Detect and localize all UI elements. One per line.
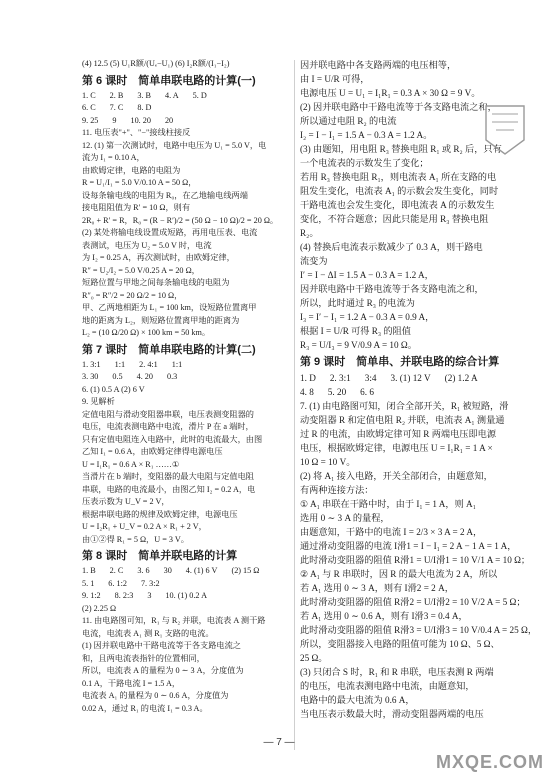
answer-item: 0.3 <box>166 372 178 381</box>
answer-item: 6. 6 <box>360 387 374 397</box>
answer-item: 3 <box>147 591 152 600</box>
text-line: 此时滑动变阻器的阻值 R滑3 = U/I滑3 = 10 V/0.4 A = 25 Ω， <box>300 625 538 635</box>
text-line: (2) 将 A₁ 接入电路，开关全部闭合，由题意知， <box>300 471 493 481</box>
answer-item: 2. C <box>109 566 124 575</box>
text-line: (4) 替换后电流表示数减少了 0.3 A，则干路电 <box>300 242 483 252</box>
text-line: 根据 I = U/R 可得 R₃ 的阻值 <box>300 326 411 336</box>
text-line: (3) 由题知，用电阻 R₃ 替换电阻 R₁ 或 R₂ 后，只有 <box>300 144 502 154</box>
answer-row <box>82 115 288 128</box>
text-line: 9. 见解析 <box>82 397 115 406</box>
answer-item: 2. B <box>109 90 124 100</box>
answer-row <box>82 384 288 397</box>
text-line: L₂ = (10 Ω/20 Ω) × 100 km = 50 km。 <box>82 328 211 337</box>
answer-row <box>82 90 288 103</box>
answer-item: 1. D <box>300 373 316 383</box>
answer-item: 1. C <box>82 90 96 100</box>
text-line: 所以，电流表 A 的量程为 0 ∼ 3 A，分度值为 <box>82 666 244 675</box>
text-line: 甲、乙两地相距为 L₁ = 100 km，设短路位置离甲 <box>82 303 257 312</box>
answer-item: 7. 3:2 <box>140 578 160 588</box>
text-line: R₃ = U/I₃ = 9 V/0.9 A = 10 Ω。 <box>300 340 417 350</box>
text-line: ① A₁ 串联在干路中时，由于 I₁ = 1 A，则 A₁ <box>300 499 476 509</box>
text-line: 10 Ω = 10 V。 <box>300 457 356 467</box>
sec9-solution <box>300 399 538 721</box>
text-line: (4) 12.5 (5) U₁R额/(Uₑ−U₁) (6) I₂R额/(I₁−I₂) <box>82 59 230 68</box>
text-line: 短路位置与甲地之间每条输电线的电阻为 <box>82 278 230 287</box>
left-column <box>82 58 288 715</box>
column-divider <box>294 60 295 750</box>
text-line: 若 A₁ 选用 0 ∼ 3 A，则有 I滑2 = 2 A， <box>300 583 454 593</box>
text-line: 串联，电路的电流最小，由图乙知 I₂ = 0.2 A，电 <box>82 484 256 494</box>
sec6-solution <box>82 127 288 340</box>
text-line: 电压，电流表测电路中电流，滑片 P 在 a 端时， <box>82 422 254 431</box>
text-line: 有两种连接方法： <box>300 485 374 495</box>
answer-item: 1:1 <box>171 359 183 369</box>
answer-row <box>300 385 510 399</box>
answer-item: 7. C <box>109 103 124 112</box>
answer-row <box>82 102 288 115</box>
section-number: 第 9 课时 <box>300 356 346 368</box>
answer-row <box>82 590 288 603</box>
answer-item: 3:4 <box>364 373 377 383</box>
sec6-answer-rows <box>82 90 288 128</box>
answer-item: 4. (1) 6 V <box>185 566 218 575</box>
answer-item: 5. 1 <box>82 578 95 588</box>
text-line: U = I₁R₁ = 0.6 A × R₁ ……① <box>82 459 180 469</box>
text-line: (2) 因并联电路中干路电流等于各支路电流之和， <box>300 102 497 112</box>
text-line: 的电压，电流表测电路中电流，由题意知， <box>300 681 475 691</box>
sec7-solution <box>82 396 288 546</box>
answer-item: 1. 3:1 <box>82 359 101 369</box>
text-line: 乙知 I₁ = 0.6 A，由欧姆定律得电源电压 <box>82 447 223 456</box>
section-title: 简单串、并联电路的综合计算 <box>356 356 500 368</box>
answer-item: 3. B <box>137 90 151 100</box>
text-line: (1) 因并联电路中干路电流等于各支路电流之 <box>82 641 241 650</box>
answer-item: 4. 20 <box>136 372 153 381</box>
text-line: 压表示数为 U_V = 2 V， <box>82 497 170 506</box>
text-line: 通过滑动变阻器的电流 I滑1 = I − I₁ = 2 A − 1 A = 1 A， <box>300 541 517 551</box>
text-line: 和，且两电流表指针的位置相同， <box>82 653 205 663</box>
answer-item: (2) 2.25 Ω <box>82 603 117 613</box>
answer-row <box>82 578 288 591</box>
text-line: 变化，不符合题意；因此只能是用 R₃ 替换电阻 <box>300 214 489 224</box>
text-line: 当电压表示数最大时，滑动变阻器两端的电压 <box>300 709 484 719</box>
text-line: 干路电流也会发生变化，即电流表 A 的示数发生 <box>300 200 495 210</box>
text-line: 12. (1) 第一次测试时，电路中电压为 U₁ = 5.0 V，电 <box>82 140 267 150</box>
answer-item: 4. 8 <box>300 387 314 397</box>
answer-item: 8. D <box>137 103 152 112</box>
text-line: 因并联电路中各支路两端的电压相等， <box>300 60 457 70</box>
section-title: 简单串联电路的计算(二) <box>138 343 256 356</box>
text-line: 由欧姆定律，电路的电阻为 <box>82 165 181 175</box>
answer-row <box>82 359 288 372</box>
section-heading-8 <box>82 548 288 564</box>
answer-item: 6. C <box>82 103 96 112</box>
text-line: 所以通过电阻 R₂ 的电流 <box>300 116 397 126</box>
text-line: 因并联电路中干路电流等于各支路电流之和， <box>300 284 484 294</box>
answer-item: 20 <box>164 115 174 125</box>
watermark: MXQE.COM <box>436 752 545 772</box>
text-line: (2) 某处将输电线设置成短路，再用电压表、电流 <box>82 228 258 237</box>
answer-item: 5. D <box>192 90 207 100</box>
stamp-icon <box>478 100 532 160</box>
answer-item: 9. 1:2 <box>82 591 101 600</box>
text-line: 此时滑动变阻器的阻值 R滑2 = U/I滑2 = 10 V/2 A = 5 Ω； <box>300 597 526 607</box>
answer-item: 3. 6 <box>137 566 150 575</box>
sec8-answer-rows <box>82 565 288 615</box>
section-number: 第 7 课时 <box>82 343 128 356</box>
text-line: 由 I = U/R 可得， <box>300 74 370 84</box>
text-line: R″ = U₂/I₂ = 5.0 V/0.25 A = 20 Ω， <box>82 265 200 275</box>
answer-item: 4. A <box>164 90 179 100</box>
text-line: 电压，根据欧姆定律，电源电压 U = I₁R₁ = 1 A × <box>300 443 493 453</box>
answer-item: 0.5 <box>112 372 123 381</box>
answer-item: 10. 20 <box>130 115 151 125</box>
section-heading-7 <box>82 342 288 358</box>
answer-item: 5. 20 <box>327 387 347 397</box>
answer-item: 3. (1) 12 V <box>390 373 431 383</box>
answer-item: 3. 30 <box>82 372 99 381</box>
text-line: 动变阻器 R 和定值电阻 R₂ 并联，电流表 A₁ 测量通 <box>300 415 505 425</box>
left-top-lines <box>82 58 288 71</box>
text-line: 电路中的最大电流为 0.6 A， <box>300 695 415 705</box>
text-line: ② A₁ 与 R 串联时，因 R 的最大电流为 2 A，所以 <box>300 569 498 579</box>
text-line: 流变为 <box>300 256 328 266</box>
text-line: R₂。 <box>300 228 319 238</box>
text-line: 0.1 A，干路电流 I = 1.5 A， <box>82 678 181 688</box>
section-heading-9 <box>300 354 510 370</box>
text-line: 所以，变阻器接入电路的阻值可能为 10 Ω、5 Ω、 <box>300 639 500 649</box>
text-line: I₃ = I′ − I₁ = 1.2 A − 0.3 A = 0.9 A， <box>300 312 435 322</box>
answer-item: (2) 15 Ω <box>231 566 260 575</box>
text-line: 若用 R₃ 替换电阻 R₁，则电流表 A₁ 所在支路的电 <box>300 172 497 182</box>
text-line: 定值电阻与滑动变阻器串联，电压表测变阻器的 <box>82 409 254 419</box>
text-line: 所以，此时通过 R₃ 的电流为 <box>300 298 415 308</box>
text-line: 表测试，电压为 U₂ = 5.0 V 时，电流 <box>82 240 212 250</box>
text-line: 设每条输电线的电阻为 R₀，在乙地输电线两端 <box>82 190 248 200</box>
text-line: 只有定值电阻连入电路中，此时的电流最大，由图 <box>82 434 263 444</box>
section-title: 简单并联电路的计算 <box>138 550 238 562</box>
answer-row <box>82 565 288 578</box>
answer-item: 2. 3:1 <box>329 373 351 383</box>
text-line: 此时滑动变阻器的阻值 R滑1 = U/I滑1 = 10 V/1 A = 10 Ω； <box>300 555 531 565</box>
text-line: 电流，电流表 A₁ 测 R₁ 支路的电流。 <box>82 628 214 638</box>
text-line: 根据串联电路的规律及欧姆定律，电源电压 <box>82 509 238 519</box>
text-line: I₂ = I − I₁ = 1.5 A − 0.3 A = 1.2 A。 <box>300 130 433 140</box>
text-line: R″₀ = R″/2 = 20 Ω/2 = 10 Ω， <box>82 290 183 300</box>
text-line: 0.02 A，通过 R₁ 的电流 I₁ = 0.3 A。 <box>82 703 208 713</box>
text-line: 2R₀ + R′ = R，R₀ = (R − R′)/2 = (50 Ω − 10 Ω)/2 = 20 Ω。 <box>82 215 279 225</box>
answer-item: (2) 1.2 A <box>444 373 478 383</box>
text-line: 当滑片在 b 端时，变阻器的最大电阻与定值电阻 <box>82 472 254 481</box>
text-line: 地的距离为 L₂，则短路位置离甲地的距离为 <box>82 315 240 325</box>
text-line: 7. (1) 由电路图可知，闭合全部开关，R₁ 被短路，滑 <box>300 401 509 411</box>
text-line: 11. 电压表"+"、"−"接线柱接反 <box>82 128 191 137</box>
text-line: 11. 由电路图可知，R₁ 与 R₂ 并联，电流表 A 测干路 <box>82 616 266 625</box>
text-line: 阻发生变化，电流表 A₁ 的示数会发生变化，同时 <box>300 186 499 196</box>
text-line: 流为 I₁ = 0.10 A， <box>82 153 145 162</box>
text-line: 过 R 的电流，由欧姆定律可知 R 两端电压即电源 <box>300 429 497 439</box>
answer-item: 2. 4:1 <box>139 359 158 369</box>
section-title: 简单串联电路的计算(一) <box>138 74 256 87</box>
answer-item: 1:1 <box>114 359 126 369</box>
answer-item: 8. 2:3 <box>114 591 134 600</box>
text-line: 选用 0 ∼ 3 A 的量程， <box>300 513 390 523</box>
answer-item: 9 <box>112 115 117 125</box>
text-line: 接电阻阻值为 R′ = 10 Ω，则有 <box>82 203 191 212</box>
text-line: 电流表 A₁ 的量程为 0 ∼ 0.6 A，分度值为 <box>82 691 229 700</box>
sec8-solution <box>82 615 288 715</box>
text-line: 一个电流表的示数发生了变化； <box>300 158 429 168</box>
answer-item: 9. 25 <box>82 115 99 125</box>
answer-item: 10. (1) 0.2 A <box>165 591 208 600</box>
answer-item: 30 <box>163 566 172 575</box>
answer-item: 6. (1) 0.5 A (2) 6 V <box>82 384 145 394</box>
text-line: R = U₁/I₁ = 5.0 V/0.10 A = 50 Ω， <box>82 178 197 187</box>
answer-item: 1. B <box>82 566 96 575</box>
answer-row <box>82 371 288 384</box>
answer-row <box>82 603 288 616</box>
section-heading-6 <box>82 73 288 89</box>
page-number: — 7 — <box>263 737 295 748</box>
text-line: 由①②得 R₁ = 5 Ω，U = 3 V。 <box>82 534 189 544</box>
text-line: U = I₂R₁ + U_V = 0.2 A × R₁ + 2 V， <box>82 522 207 531</box>
text-line: I′ = I − ΔI = 1.5 A − 0.3 A = 1.2 A， <box>300 270 434 280</box>
text-line: (3) 只闭合 S 时，R₁ 和 R 串联，电压表测 R 两端 <box>300 667 494 677</box>
sec7-answer-rows <box>82 359 288 397</box>
text-line: 25 Ω。 <box>300 653 328 663</box>
section-number: 第 8 课时 <box>82 550 128 562</box>
answer-row <box>300 371 510 385</box>
answer-item: 6. 1:2 <box>108 578 127 588</box>
text-line: 由题意知，干路中的电流 I = 2/3 × 3 A = 2 A， <box>300 527 483 537</box>
text-line: 电源电压 U = U₁ = I₁R₁ = 0.3 A × 30 Ω = 9 V。 <box>300 88 481 98</box>
text-line: 为 I₂ = 0.25 A，再次测试时，由欧姆定律， <box>82 253 235 262</box>
text-line: 若 A₁ 选用 0 ∼ 0.6 A，则有 I滑3 = 0.4 A， <box>300 611 468 621</box>
section-number: 第 6 课时 <box>82 74 128 87</box>
sec9-answer-rows <box>300 371 510 399</box>
